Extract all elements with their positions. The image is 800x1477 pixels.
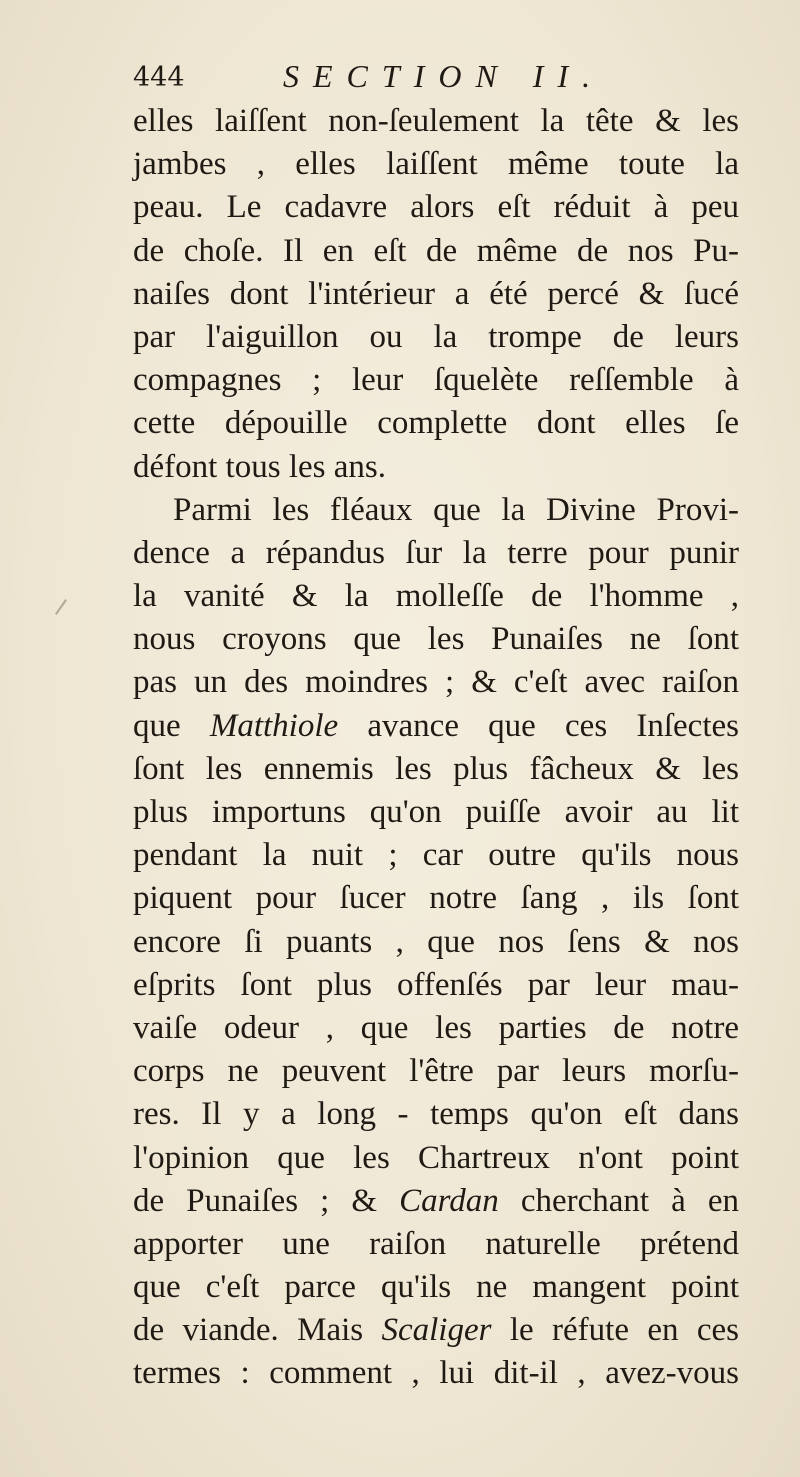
text-line: pendant la nuit ; car outre qu'ils nous [133, 837, 739, 874]
text-line: piquent pour ſucer notre ſang , ils ſont [133, 880, 739, 917]
italic-name: Matthiole [209, 707, 339, 744]
text-line: Parmi les fléaux que la Divine Provi- [173, 491, 739, 528]
text-line: naiſes dont l'intérieur a été percé & ſucé [133, 275, 739, 312]
margin-mark [55, 599, 67, 615]
text-line: par l'aiguillon ou la trompe de leurs [133, 318, 739, 355]
italic-name: Cardan [399, 1182, 499, 1219]
text-line: vaiſe odeur , que les parties de notre [133, 1009, 739, 1046]
text-line: nous croyons que les Punaiſes ne ſont [133, 621, 739, 658]
text-line: plus importuns qu'on puiſſe avoir au lit [133, 794, 739, 830]
text-line: elles laiſſent non-ſeulement la tête & les [133, 103, 739, 139]
text-line: pas un des moindres ; & c'eſt avec raiſon [133, 664, 739, 701]
text-line: apporter une raiſon naturelle prétend [133, 1225, 739, 1262]
text-line: jambes , elles laiſſent même toute la [133, 146, 739, 183]
italic-name: Scaliger [381, 1312, 492, 1349]
text-line: défont tous les ans. [133, 448, 386, 485]
text-line: l'opinion que les Chartreux n'ont point [133, 1139, 739, 1176]
text-line: de choſe. Il en eſt de même de nos Pu- [133, 232, 739, 269]
text-line: eſprits ſont plus offenſés par leur mau- [133, 966, 739, 1003]
body-text [133, 100, 739, 1396]
text-line: de Punaiſes ; & Cardan cherchant à en [133, 1182, 740, 1219]
text-line: peau. Le cadavre alors eſt réduit à peu [133, 189, 739, 226]
text-line: dence a répandus ſur la terre pour punir [133, 534, 739, 571]
page-number: 444 [133, 62, 185, 93]
text-line: que c'eſt parce qu'ils ne mangent point [133, 1269, 739, 1306]
page-header [133, 58, 653, 98]
text-line: res. Il y a long - temps qu'on eſt dans [133, 1096, 739, 1133]
text-line: corps ne peuvent l'être par leurs morſu- [133, 1053, 739, 1090]
text-line: cette dépouille complette dont elles ſe [133, 405, 739, 442]
text-line: ſont les ennemis les plus fâcheux & les [133, 750, 739, 787]
text-line: la vanité & la molleſſe de l'homme , [133, 578, 739, 615]
text-line: compagnes ; leur ſquelète reſſemble à [133, 362, 739, 399]
text-line: encore ſi puants , que nos ſens & nos [133, 923, 739, 960]
running-head: SECTION II. [283, 58, 605, 94]
text-line: que Matthiole avance que ces Inſectes [133, 707, 739, 744]
text-line: termes : comment , lui dit-il , avez-vous [133, 1355, 739, 1392]
text-line: de viande. Mais Scaliger le réfute en ces [133, 1312, 739, 1349]
